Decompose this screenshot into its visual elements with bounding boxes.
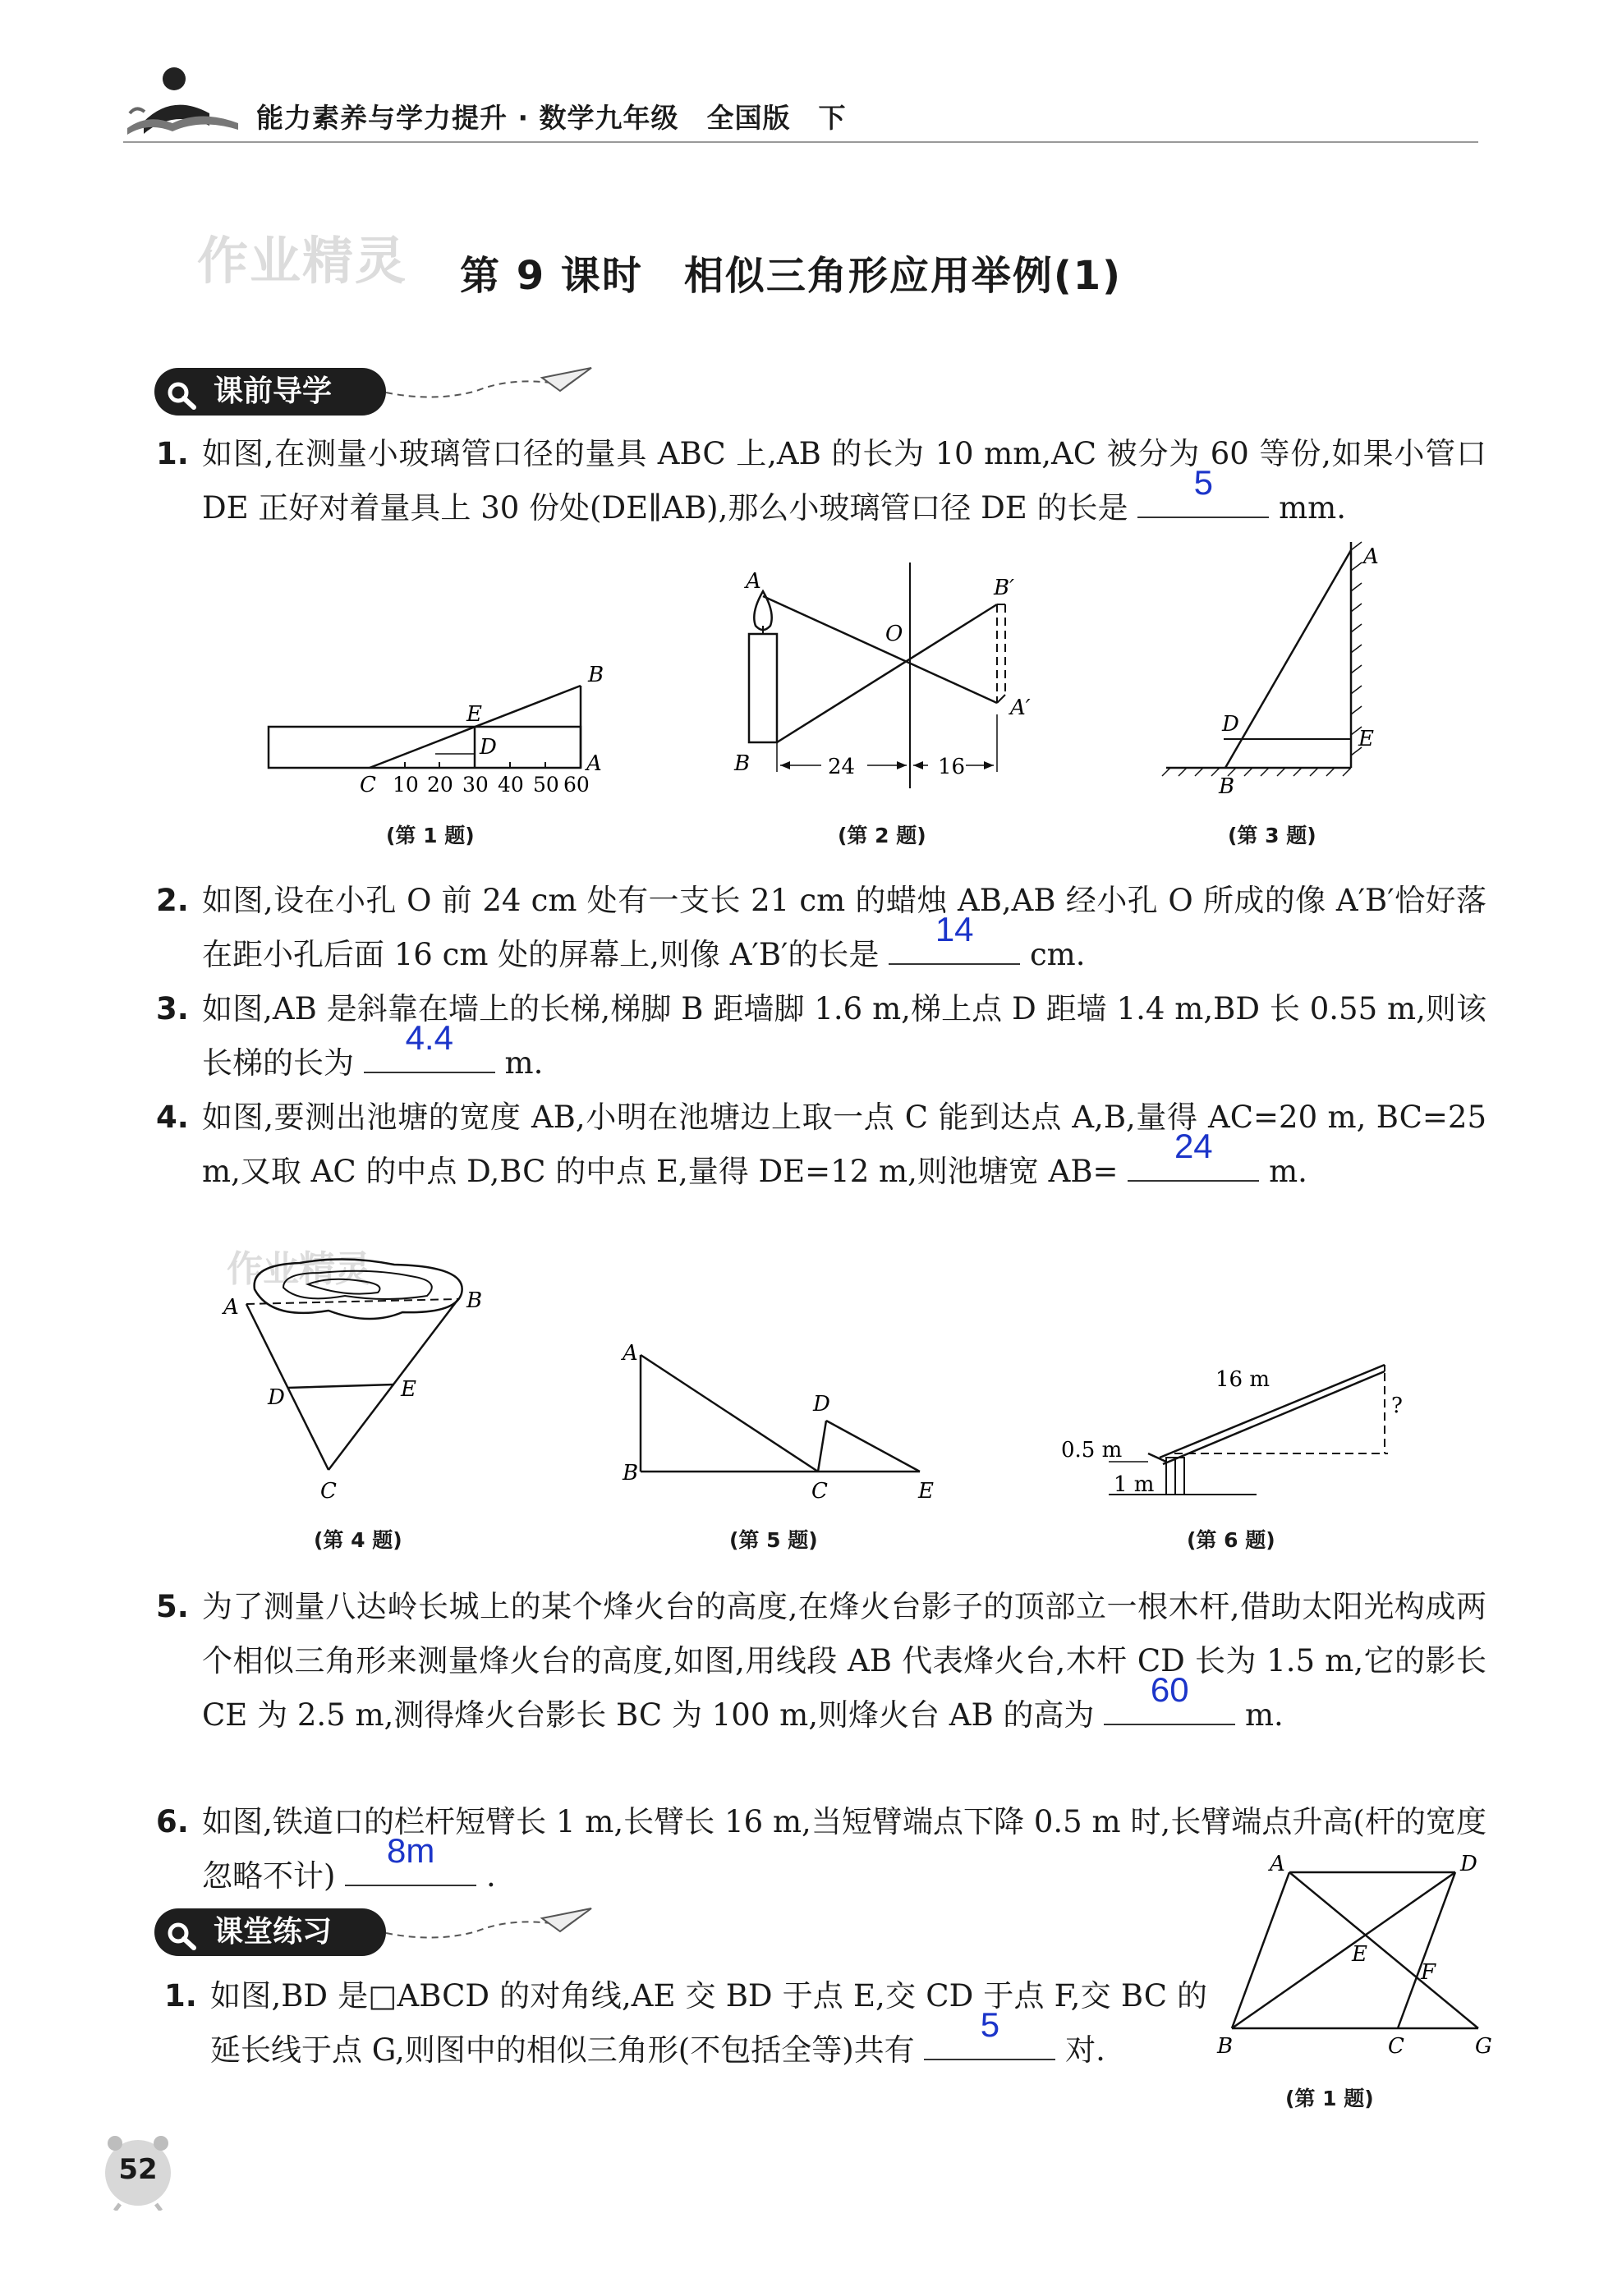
handwritten-answer: 5 bbox=[980, 2005, 1000, 2044]
label-D: D bbox=[1222, 712, 1239, 737]
watermark: 作业精灵 bbox=[197, 231, 408, 291]
handwritten-answer: 5 bbox=[1193, 463, 1213, 502]
question-3 bbox=[156, 982, 1486, 1091]
label-F: F bbox=[1421, 1960, 1436, 1985]
magnifier-icon bbox=[166, 378, 199, 425]
handwritten-answer: 4.4 bbox=[405, 1018, 453, 1057]
label-A: A bbox=[586, 751, 602, 776]
magnifier-icon bbox=[166, 1918, 199, 1966]
question-number: 1. bbox=[164, 1978, 197, 2014]
watermark: 作业精灵 bbox=[227, 1248, 371, 1290]
header-logo bbox=[123, 64, 246, 146]
figure-1 bbox=[263, 657, 624, 797]
figure-2 bbox=[723, 558, 1043, 797]
question-2 bbox=[156, 874, 1486, 982]
answer-blank[interactable] bbox=[345, 1831, 476, 1886]
question-unit: cm. bbox=[1029, 937, 1086, 972]
label-1m: 1 m bbox=[1114, 1472, 1155, 1497]
label-D: D bbox=[268, 1385, 285, 1410]
label-E: E bbox=[466, 702, 482, 727]
section-pre-study bbox=[154, 368, 386, 416]
label-A: A bbox=[746, 569, 761, 594]
label-B: B bbox=[1219, 774, 1235, 799]
paper-plane-icon bbox=[386, 1902, 600, 1951]
class-question-1 bbox=[164, 1969, 1207, 2078]
handwritten-answer: 60 bbox=[1150, 1670, 1189, 1709]
figure-3 bbox=[1158, 534, 1404, 805]
caption-fig1: (第 1 题) bbox=[386, 824, 475, 847]
answer-blank[interactable] bbox=[1137, 463, 1269, 518]
handwritten-answer: 14 bbox=[935, 910, 974, 948]
question-unit: mm. bbox=[1279, 490, 1347, 526]
label-C: C bbox=[1388, 2034, 1404, 2059]
caption-class-fig1: (第 1 题) bbox=[1285, 2087, 1374, 2110]
tick-label: 50 bbox=[533, 773, 559, 797]
section-label: 课前导学 bbox=[214, 374, 333, 408]
answer-blank[interactable] bbox=[1128, 1127, 1259, 1182]
label-B: B bbox=[466, 1288, 483, 1313]
header-title: 能力素养与学力提升 · 数学九年级 全国版 下 bbox=[256, 102, 847, 134]
question-4 bbox=[156, 1091, 1486, 1199]
tick-label: 20 bbox=[427, 773, 453, 797]
label-A: A bbox=[1363, 544, 1379, 569]
figure-5 bbox=[616, 1339, 961, 1503]
label-E: E bbox=[401, 1377, 416, 1402]
figure-class-1 bbox=[1215, 1848, 1495, 2061]
question-unit: m. bbox=[504, 1045, 544, 1081]
answer-blank[interactable] bbox=[924, 2005, 1055, 2060]
question-number: 3. bbox=[156, 991, 189, 1026]
label-B-prime: B′ bbox=[994, 576, 1015, 600]
label-C: C bbox=[320, 1479, 337, 1504]
label-16m: 16 m bbox=[1215, 1367, 1270, 1392]
tick-label: 30 bbox=[462, 773, 489, 797]
answer-blank[interactable] bbox=[889, 910, 1020, 965]
question-unit: 对. bbox=[1065, 2032, 1105, 2068]
question-text: 为了测量八达岭长城上的某个烽火台的高度,在烽火台影子的顶部立一根木杆,借助太阳光构成两个相似三角形来测量烽火台的高度,如图,用线段 AB 代表烽火台,木杆 CD 长为 1.5 m,它的影长 CE 为 2.5 m,测得烽火台影长 BC 为 100 m,则烽火台 AB 的高为 bbox=[202, 1589, 1486, 1733]
label-A: A bbox=[223, 1295, 239, 1320]
paper-plane-icon bbox=[386, 361, 600, 411]
label-A-prime: A′ bbox=[1010, 696, 1031, 720]
question-text: 如图,BD 是□ABCD 的对角线,AE 交 BD 于点 E,交 CD 于点 F,交 BC 的延长线于点 G,则图中的相似三角形(不包括全等)共有 bbox=[210, 1978, 1207, 2068]
label-D: D bbox=[480, 735, 497, 760]
label-E: E bbox=[1352, 1942, 1367, 1967]
section-label: 课堂练习 bbox=[214, 1915, 333, 1949]
question-number: 1. bbox=[156, 436, 189, 471]
question-unit: m. bbox=[1244, 1697, 1284, 1733]
question-unit: . bbox=[485, 1858, 496, 1894]
question-text: 如图,AB 是斜靠在墙上的长梯,梯脚 B 距墙脚 1.6 m,梯上点 D 距墙 1.4 m,BD 长 0.55 m,则该长梯的长为 bbox=[202, 991, 1486, 1081]
figure-4 bbox=[222, 1248, 501, 1511]
dim-24: 24 bbox=[828, 755, 856, 779]
tick-label: 40 bbox=[498, 773, 524, 797]
label-D: D bbox=[813, 1392, 830, 1417]
question-number: 4. bbox=[156, 1100, 189, 1135]
lesson-title: 第 9 课时 相似三角形应用举例(1) bbox=[460, 253, 1123, 299]
question-1 bbox=[156, 427, 1486, 535]
caption-fig6: (第 6 题) bbox=[1187, 1528, 1275, 1552]
label-B: B bbox=[1217, 2034, 1234, 2059]
question-number: 6. bbox=[156, 1804, 189, 1839]
question-text: 如图,在测量小玻璃管口径的量具 ABC 上,AB 的长为 10 mm,AC 被分为 60 等份,如果小管口 DE 正好对着量具上 30 份处(DE∥AB),那么小玻璃管口径 DE 的长是 bbox=[202, 436, 1486, 526]
label-E: E bbox=[918, 1479, 934, 1503]
question-number: 2. bbox=[156, 883, 189, 918]
question-unit: m. bbox=[1269, 1154, 1307, 1189]
question-text: 如图,要测出池塘的宽度 AB,小明在池塘边上取一点 C 能到达点 A,B,量得 AC=20 m, BC=25 m,又取 AC 的中点 D,BC 的中点 E,量得 DE=12 m,则池塘宽 AB= bbox=[202, 1100, 1486, 1189]
figure-6 bbox=[1059, 1347, 1429, 1511]
tick-label: 60 bbox=[563, 773, 590, 797]
tick-label: 10 bbox=[393, 773, 419, 797]
handwritten-answer: 24 bbox=[1174, 1127, 1213, 1165]
caption-fig4: (第 4 题) bbox=[314, 1528, 402, 1552]
label-D: D bbox=[1460, 1852, 1477, 1876]
label-B: B bbox=[588, 663, 604, 687]
caption-fig2: (第 2 题) bbox=[838, 824, 926, 847]
question-text: 如图,铁道口的栏杆短臂长 1 m,长臂长 16 m,当短臂端点下降 0.5 m 时,长臂端点升高(杆的宽度忽略不计) bbox=[202, 1804, 1486, 1894]
caption-fig5: (第 5 题) bbox=[729, 1528, 818, 1552]
header-rule bbox=[123, 141, 1478, 143]
handwritten-answer: 8m bbox=[387, 1831, 435, 1870]
label-B: B bbox=[734, 751, 751, 776]
question-number: 5. bbox=[156, 1589, 189, 1624]
label-E: E bbox=[1358, 727, 1374, 751]
label-B: B bbox=[623, 1461, 639, 1486]
answer-blank[interactable] bbox=[1104, 1670, 1235, 1725]
question-5 bbox=[156, 1580, 1486, 1743]
label-0-5m: 0.5 m bbox=[1061, 1438, 1123, 1463]
label-question: ? bbox=[1391, 1394, 1403, 1418]
label-C: C bbox=[811, 1479, 828, 1503]
label-A: A bbox=[1270, 1852, 1285, 1876]
label-O: O bbox=[885, 622, 903, 646]
answer-blank[interactable] bbox=[364, 1018, 495, 1073]
dim-16: 16 bbox=[938, 755, 966, 779]
page-number: 52 bbox=[118, 2153, 158, 2186]
label-G: G bbox=[1475, 2034, 1492, 2059]
label-C: C bbox=[360, 773, 376, 797]
caption-fig3: (第 3 题) bbox=[1228, 824, 1316, 847]
section-class-practice bbox=[154, 1908, 386, 1956]
label-A: A bbox=[623, 1341, 638, 1366]
question-text: 如图,设在小孔 O 前 24 cm 处有一支长 21 cm 的蜡烛 AB,AB 经小孔 O 所成的像 A′B′恰好落在距小孔后面 16 cm 处的屏幕上,则像 A′B′的长是 bbox=[202, 883, 1486, 972]
